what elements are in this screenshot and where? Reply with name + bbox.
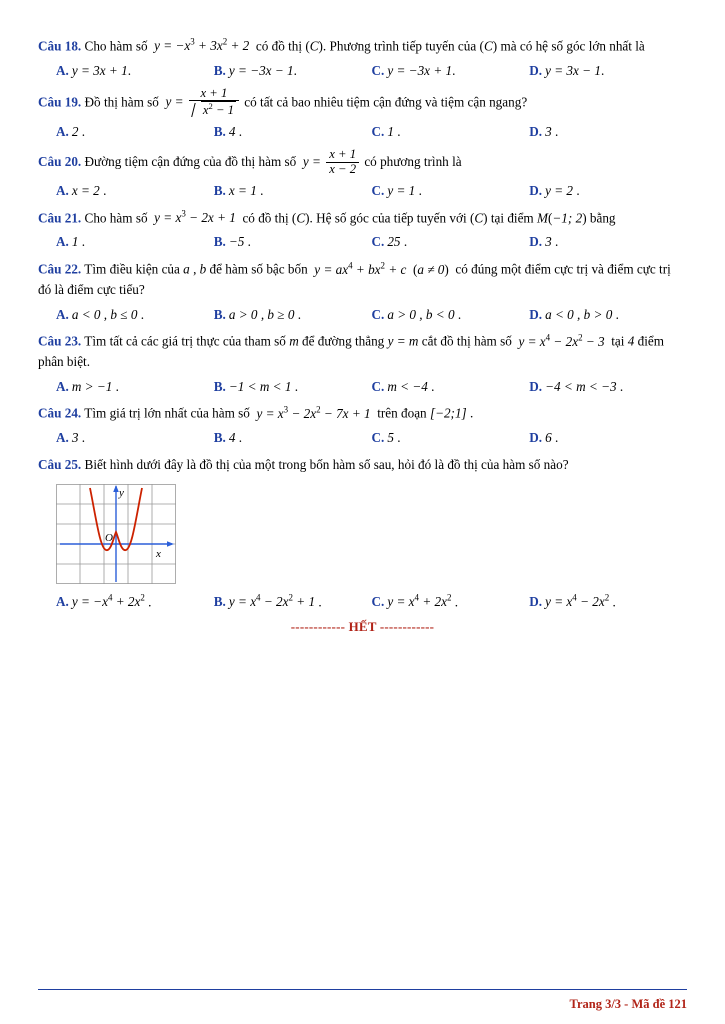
option-22-D[interactable]: D. a < 0 , b > 0 . <box>529 306 619 322</box>
y-axis-label: y <box>119 486 124 499</box>
option-20-A-text: x = 2 <box>71 182 100 198</box>
option-22-C[interactable]: C. a > 0 , b < 0 . <box>371 306 462 322</box>
option-21-C[interactable]: C. 25 . <box>371 234 408 250</box>
option-18-D[interactable]: D. y = 3x − 1. <box>529 62 605 78</box>
option-21-A[interactable]: A. 1 . <box>56 234 86 250</box>
option-22-C-letter: C. <box>371 306 385 322</box>
option-22-B-text: a > 0 , b ≥ 0 <box>228 306 295 322</box>
question-25-label: Câu 25. <box>38 457 82 473</box>
question-22-options <box>38 305 687 325</box>
option-25-D[interactable]: D. $y = x^4 - 2x^2$ . <box>529 592 616 609</box>
question-19 <box>38 85 687 119</box>
option-25-A[interactable]: A. $y = -x^4 + 2x^2$ . <box>56 592 152 609</box>
option-18-C-text: y = −3x + 1 <box>387 62 453 78</box>
option-19-C[interactable]: C. 1 . <box>371 124 401 140</box>
question-22-label: Câu 22. <box>38 261 82 277</box>
origin-label: O <box>105 531 113 544</box>
footer-page-number: Trang 3/3 - Mã đề 121 <box>569 997 687 1011</box>
option-18-A-text: y = 3x + 1 <box>71 62 128 78</box>
option-22-A-letter: A. <box>56 306 69 322</box>
option-20-B[interactable]: B. x = 1 . <box>213 182 264 198</box>
option-22-B[interactable]: B. a > 0 , b ≥ 0 . <box>213 306 302 322</box>
question-20-label: Câu 20. <box>38 154 82 170</box>
option-21-D[interactable]: D. 3 . <box>529 234 559 250</box>
option-23-D-letter: D. <box>529 378 543 394</box>
question-22-stem-part1: Tìm điều kiện của a , b để hàm số bậc bốn <box>84 261 308 277</box>
option-20-C[interactable]: C. y = 1 . <box>371 182 422 198</box>
option-20-C-text: y = 1 <box>387 182 416 198</box>
option-19-D[interactable]: D. 3 . <box>529 124 559 140</box>
option-24-D-letter: D. <box>529 430 543 446</box>
question-18-options <box>38 61 687 81</box>
quartic-graph-svg <box>56 484 176 584</box>
option-24-D-text: 6 <box>545 430 552 446</box>
option-18-D-letter: D. <box>529 62 543 78</box>
option-24-B-text: 4 <box>228 430 236 446</box>
option-25-C-letter: C. <box>371 593 385 609</box>
option-23-C[interactable]: C. m < −4 . <box>371 378 435 394</box>
footer-divider <box>38 989 687 990</box>
option-25-D-letter: D. <box>529 593 543 609</box>
question-20-formula: y = $\frac{x + 1}{x - 2}$ <box>300 154 365 169</box>
option-22-D-text: a < 0 , b > 0 <box>545 306 613 322</box>
option-24-B-letter: B. <box>213 430 226 446</box>
option-23-A-letter: A. <box>56 378 69 394</box>
option-18-C-letter: C. <box>371 62 385 78</box>
question-24 <box>38 403 687 424</box>
option-19-A-letter: A. <box>56 124 69 140</box>
option-22-A-text: a < 0 , b ≤ 0 <box>71 306 138 322</box>
question-24-stem-part1: Tìm giá trị lớn nhất của hàm số <box>84 405 250 421</box>
option-19-B-text: 4 <box>228 124 236 140</box>
option-24-C-text: 5 <box>387 430 394 446</box>
option-20-A[interactable]: A. x = 2 . <box>56 182 107 198</box>
option-23-A[interactable]: A. m > −1 . <box>56 378 119 394</box>
question-18-stem-part2: có đồ thị (C). Phương trình tiếp tuyến của (C) mà có hệ số góc lớn nhất là <box>255 38 645 54</box>
option-21-D-letter: D. <box>529 234 543 250</box>
option-23-C-letter: C. <box>371 378 385 394</box>
question-25-graph <box>56 484 687 588</box>
option-18-A[interactable]: A. y = 3x + 1. <box>56 62 132 78</box>
option-23-C-text: m < −4 <box>387 378 428 394</box>
option-18-D-text: y = 3x − 1 <box>545 62 601 78</box>
question-20-options <box>38 181 687 201</box>
option-24-A[interactable]: A. 3 . <box>56 430 86 446</box>
option-25-D-text: $y = x^4 - 2x^2$ <box>545 592 610 609</box>
question-23-stem-part2: tại 4 điểm phân biệt. <box>38 333 664 370</box>
option-22-A[interactable]: A. a < 0 , b ≤ 0 . <box>56 306 145 322</box>
question-20-stem-part2: có phương trình là <box>364 154 462 170</box>
option-23-D[interactable]: D. −4 < m < −3 . <box>529 378 624 394</box>
y-axis-arrow <box>113 485 119 492</box>
option-21-D-text: 3 <box>545 234 552 250</box>
option-24-A-letter: A. <box>56 430 69 446</box>
option-22-D-letter: D. <box>529 306 543 322</box>
option-24-C-letter: C. <box>371 430 385 446</box>
question-21-options <box>38 232 687 252</box>
option-23-B[interactable]: B. −1 < m < 1 . <box>213 378 299 394</box>
question-23-options <box>38 377 687 397</box>
option-25-B[interactable]: B. $y = x^4 - 2x^2 + 1$ . <box>213 592 322 609</box>
option-25-B-text: $y = x^4 - 2x^2 + 1$ <box>228 592 316 609</box>
end-marker: ------------ HẾT ------------ <box>290 618 435 634</box>
option-25-A-text: $y = -x^4 + 2x^2$ <box>71 592 145 609</box>
option-19-A-text: 2 <box>71 124 79 140</box>
question-20-stem-part1: Đường tiệm cận đứng của đồ thị hàm số <box>84 154 297 170</box>
question-23 <box>38 331 687 372</box>
question-18 <box>38 36 687 57</box>
question-19-stem-part2: có tất cả bao nhiêu tiệm cận đứng và tiệm cận ngang? <box>244 94 528 110</box>
option-21-B-letter: B. <box>213 234 226 250</box>
question-19-stem-part1: Đồ thị hàm số <box>84 94 159 110</box>
option-24-C[interactable]: C. 5 . <box>371 430 401 446</box>
option-23-B-text: −1 < m < 1 <box>228 378 292 394</box>
question-23-stem-part1: Tìm tất cả các giá trị thực của tham số m để đường thẳng y = m cắt đồ thị hàm số <box>84 333 512 349</box>
option-24-A-text: 3 <box>71 430 79 446</box>
option-20-D-letter: D. <box>529 182 543 198</box>
question-18-label: Câu 18. <box>38 38 82 54</box>
question-23-formula: $y = x^4 - 2x^2 - 3$ <box>515 332 608 349</box>
option-19-A[interactable]: A. 2 . <box>56 124 86 140</box>
option-20-D[interactable]: D. y = 2 . <box>529 182 580 198</box>
question-20 <box>38 149 687 177</box>
question-21-stem-part2: có đồ thị (C). Hệ số góc của tiếp tuyến với (C) tại điểm M(−1; 2) bằng <box>242 210 616 226</box>
question-24-stem-part2: trên đoạn [−2;1] . <box>377 405 474 421</box>
question-18-formula: $y = -x^3 + 3x^2 + 2$ <box>150 37 256 54</box>
option-18-B[interactable]: B. y = −3x − 1. <box>213 62 297 78</box>
question-21-label: Câu 21. <box>38 210 82 226</box>
question-22-stem-part2: có đúng một điểm cực trị và điểm cực trị đó là điểm cực tiểu? <box>38 261 671 298</box>
question-21-formula: $y = x^3 - 2x + 1$ <box>150 208 240 226</box>
question-21-stem-part1: Cho hàm số <box>84 210 148 226</box>
option-22-C-text: a > 0 , b < 0 <box>387 306 455 322</box>
option-24-D[interactable]: D. 6 . <box>529 430 559 446</box>
option-23-A-text: m > −1 <box>71 378 113 394</box>
option-21-C-text: 25 <box>387 234 401 250</box>
option-20-B-letter: B. <box>213 182 226 198</box>
option-18-B-letter: B. <box>213 62 226 78</box>
question-24-options <box>38 428 687 448</box>
question-19-label: Câu 19. <box>38 94 82 110</box>
question-24-label: Câu 24. <box>38 405 82 421</box>
option-18-A-letter: A. <box>56 62 69 78</box>
question-25 <box>38 455 687 475</box>
option-22-B-letter: B. <box>213 306 226 322</box>
option-20-B-text: x = 1 <box>228 182 257 198</box>
option-23-B-letter: B. <box>213 378 226 394</box>
question-25-stem-part1: Biết hình dưới đây là đồ thị của một trong bốn hàm số sau, hỏi đó là đồ thị của hàm số nào? <box>84 457 569 473</box>
option-19-B[interactable]: B. 4 . <box>213 124 243 140</box>
question-23-label: Câu 23. <box>38 333 82 349</box>
option-21-A-letter: A. <box>56 234 69 250</box>
question-19-options <box>38 122 687 142</box>
option-19-C-text: 1 <box>387 124 394 140</box>
question-19-formula: y = $\frac{x + 1}{x^2 - 1}$ <box>162 94 244 109</box>
option-21-A-text: 1 <box>71 234 79 250</box>
option-25-C-text: $y = x^4 + 2x^2$ <box>387 592 452 609</box>
question-25-options <box>38 592 687 612</box>
question-21 <box>38 208 687 229</box>
option-21-C-letter: C. <box>371 234 385 250</box>
option-21-B[interactable]: B. −5 . <box>213 234 251 250</box>
option-19-B-letter: B. <box>213 124 226 140</box>
option-21-B-text: −5 <box>228 234 245 250</box>
question-22 <box>38 259 687 300</box>
question-24-formula: $y = x^3 - 2x^2 - 7x + 1$ <box>253 404 374 421</box>
option-19-D-text: 3 <box>545 124 552 140</box>
option-19-C-letter: C. <box>371 124 385 140</box>
option-20-D-text: y = 2 <box>545 182 574 198</box>
question-18-stem-part1: Cho hàm số <box>84 38 148 54</box>
x-axis-label: x <box>156 547 161 560</box>
x-axis-arrow <box>167 541 174 547</box>
option-24-B[interactable]: B. 4 . <box>213 430 243 446</box>
option-20-A-letter: A. <box>56 182 69 198</box>
option-18-B-text: y = −3x − 1 <box>228 62 294 78</box>
option-25-B-letter: B. <box>213 593 226 609</box>
option-20-C-letter: C. <box>371 182 385 198</box>
option-25-A-letter: A. <box>56 593 69 609</box>
option-25-C[interactable]: C. $y = x^4 + 2x^2$ . <box>371 592 459 609</box>
option-23-D-text: −4 < m < −3 <box>545 378 617 394</box>
option-18-C[interactable]: C. y = −3x + 1. <box>371 62 456 78</box>
option-19-D-letter: D. <box>529 124 543 140</box>
question-22-formula: $y = ax^4 + bx^2 + c$ (a ≠ 0) <box>311 260 449 277</box>
